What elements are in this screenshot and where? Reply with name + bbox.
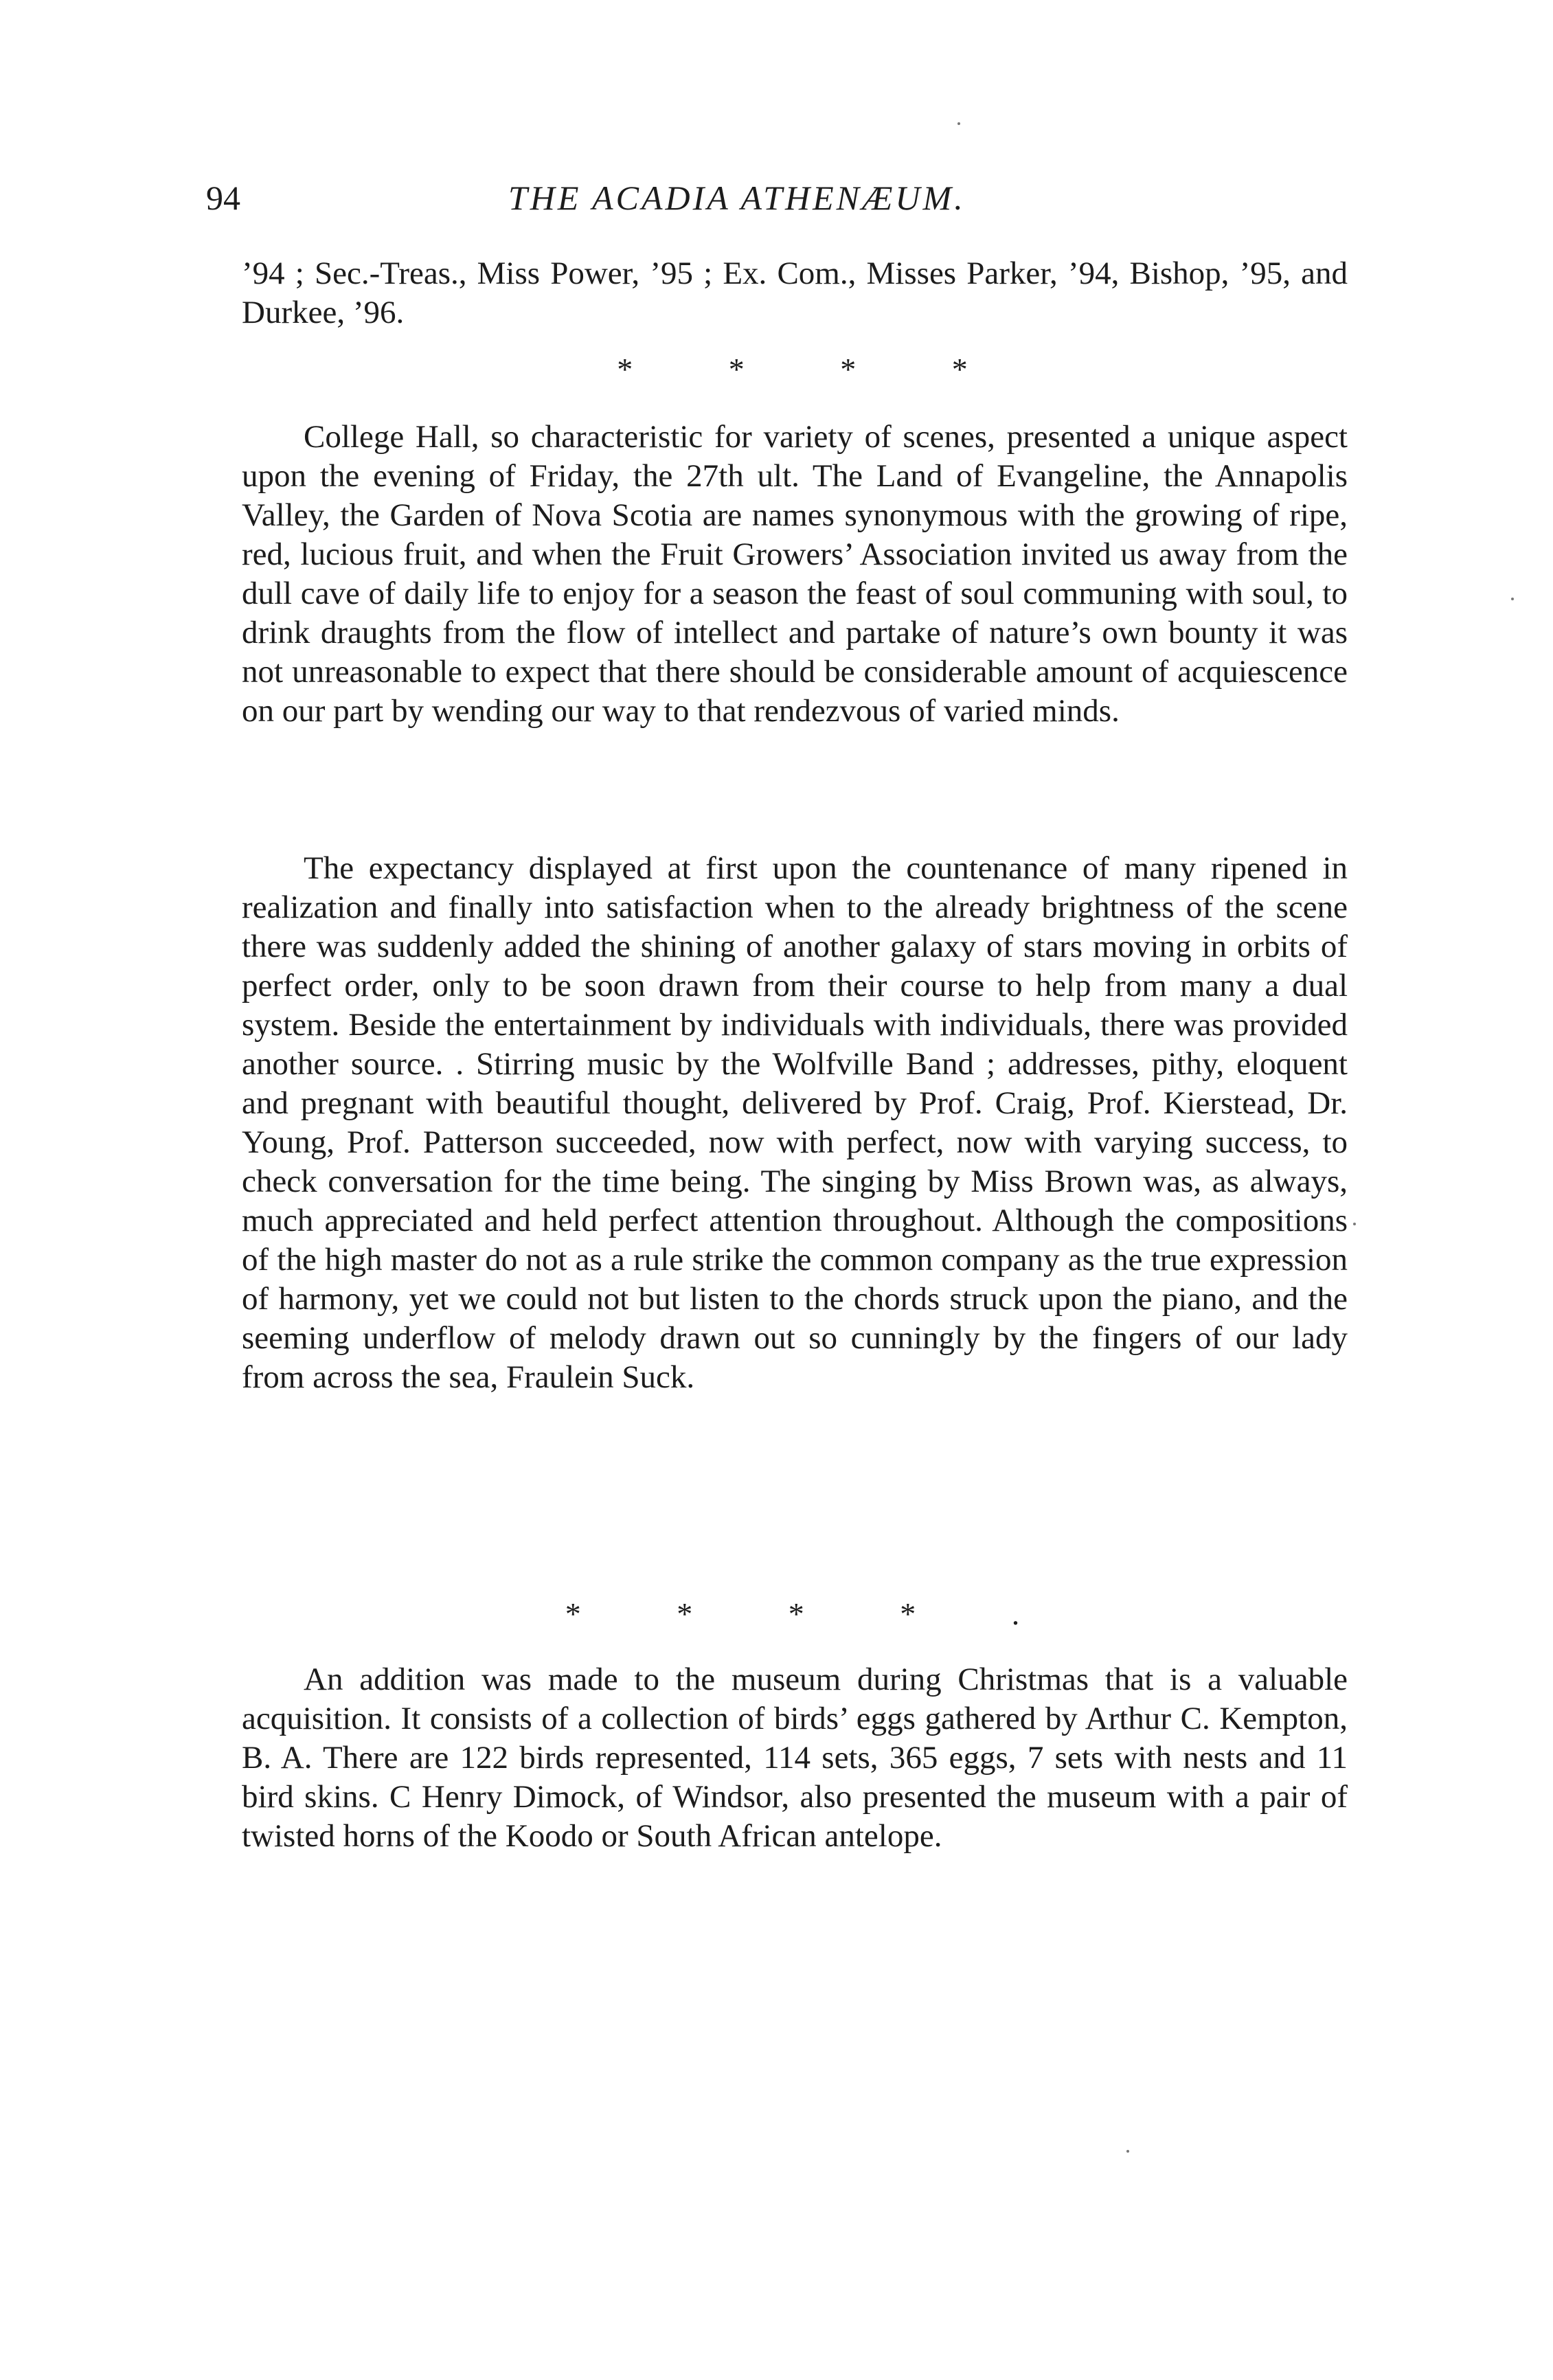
scan-speck xyxy=(957,122,960,125)
expectancy-paragraph: The expectancy displayed at first upon the countenance of many ripened in realization and finally into satisfaction when to the already brightness of the scene there was suddenly added the shining of another galaxy of stars moving in orbits of perfect order, only to be soon drawn from their course to help from many a dual system. Beside the entertainment by individuals with individuals, there was provided another source. . Stirring music by the Wolfville Band ; addresses, pithy, eloquent and pregnant with beautiful thought, delivered by Prof. Craig, Prof. Kierstead, Dr. Young, Prof. Patterson succeeded, now with perfect, now with varying success, to check conversation for the time being. The singing by Miss Brown was, as always, much appreciated and held perfect attention throughout. Although the compositions of the high master do not as a rule strike the common company as the true expression of harmony, yet we could not but listen to the chords struck upon the piano, and the seeming underflow of melody drawn out so cunningly by the fingers of our lady from across the sea, Fraulein Suck. xyxy=(242,850,1348,1395)
scan-speck xyxy=(1353,1223,1356,1225)
page-number: 94 xyxy=(206,179,240,217)
section-separator: * * * * . xyxy=(565,1596,1064,1631)
college-hall-paragraph: College Hall, so characteristic for variety of scenes, presented a unique aspect upon the evening of Friday, the 27th ult. The Land of Evangeline, the Annapolis Valley, the Garden of Nova Scotia are names synonymous with the growing of ripe, red, lucious fruit, and when the Fruit Growers’ Association invited us away from the dull cave of daily life to enjoy for a season the feast of soul communing with soul, to drink draughts from the flow of intellect and partake of nature’s own bounty it was not unreasonable to expect that there should be considerable amount of acquiescence on our part by wending our way to that rendezvous of varied minds. xyxy=(242,419,1348,729)
running-title: THE ACADIA ATHENÆUM. xyxy=(508,179,966,217)
museum-paragraph: An addition was made to the museum during Christmas that is a valuable acquisition. It consists of a collection of birds’ eggs gathered by Arthur C. Kempton, B. A. There are 122 birds represented, 114 sets, 365 eggs, 7 sets with nests and 11 bird skins. C Henry Dimock, of Windsor, also presented the museum with a pair of twisted horns of the Koodo or South African antelope. xyxy=(242,1662,1348,1854)
section-separator: * * * * xyxy=(617,352,1012,387)
officers-paragraph: ’94 ; Sec.-Treas., Miss Power, ’95 ; Ex. Com., Misses Parker, ’94, Bishop, ’95, and Durkee, ’96. xyxy=(242,256,1348,330)
scan-speck xyxy=(1126,2150,1129,2153)
page-header xyxy=(206,177,1374,225)
scan-speck xyxy=(1511,598,1514,600)
